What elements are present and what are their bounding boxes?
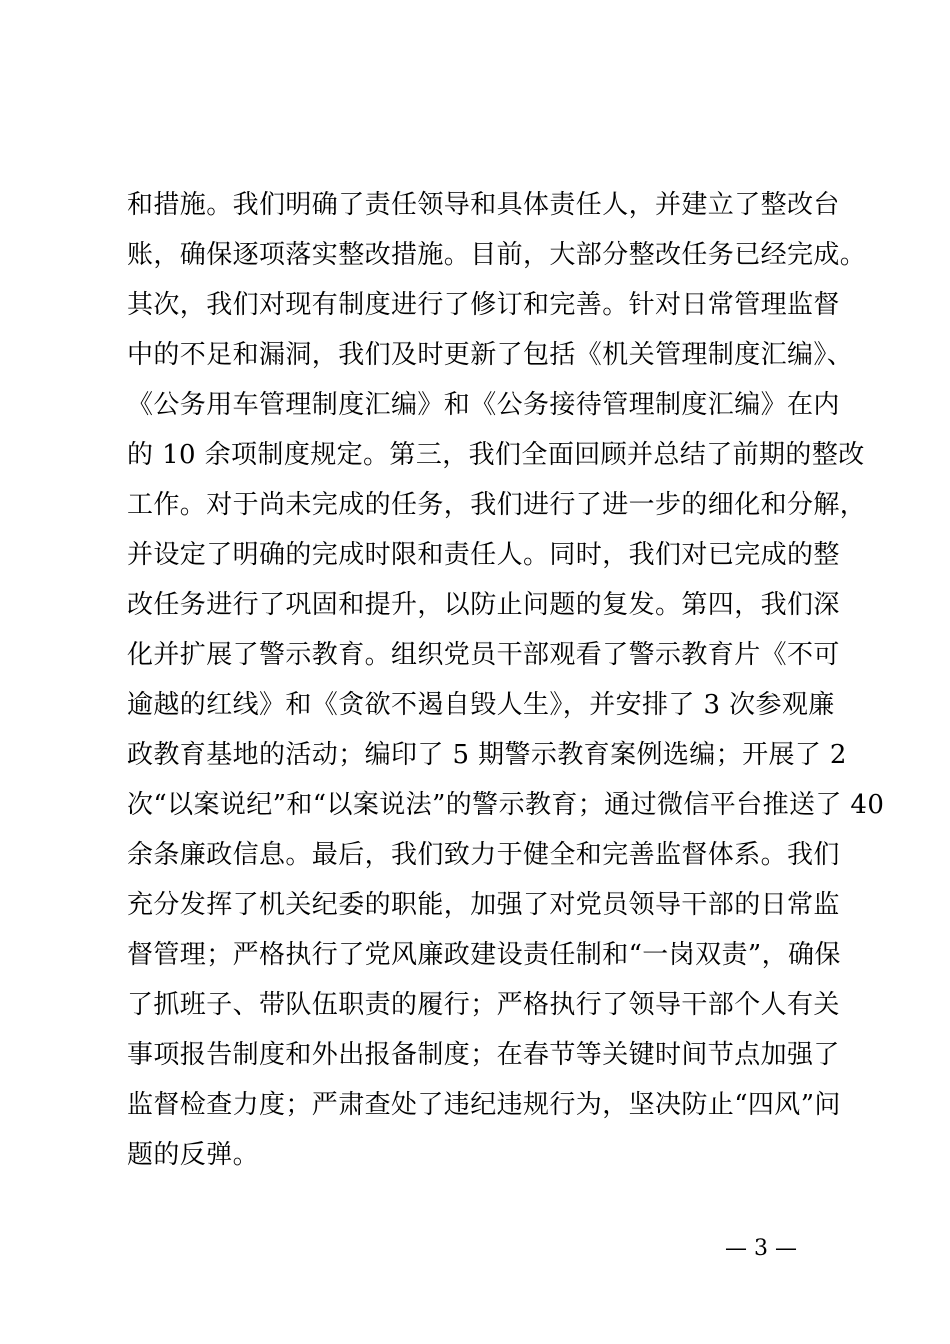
text-line-4: 中的不足和漏洞，我们及时更新了包括《机关管理制度汇编》、 [127, 340, 854, 370]
text-line-5: 《公务用车管理制度汇编》和《公务接待管理制度汇编》在内 [127, 390, 840, 420]
text-line-9: 改任务进行了巩固和提升，以防止问题的复发。第四，我们深 [127, 590, 840, 620]
text-line-2: 账，确保逐项落实整改措施。目前，大部分整改任务已经完成。 [127, 240, 867, 270]
text-line-12: 政教育基地的活动；编印了 5 期警示教育案例选编；开展了 2 [127, 740, 847, 770]
text-line-7: 工作。对于尚未完成的任务，我们进行了进一步的细化和分解， [127, 490, 867, 520]
text-line-14: 余条廉政信息。最后，我们致力于健全和完善监督体系。我们 [127, 840, 840, 870]
text-line-18: 事项报告制度和外出报备制度；在春节等关键时间节点加强了 [127, 1040, 840, 1070]
text-line-1: 和措施。我们明确了责任领导和具体责任人，并建立了整改台 [127, 190, 840, 220]
body-paragraph [127, 180, 885, 1180]
text-line-16: 督管理；严格执行了党风廉政建设责任制和“一岗双责”，确保 [127, 940, 841, 970]
text-line-11: 逾越的红线》和《贪欲不遏自毁人生》，并安排了 3 次参观廉 [127, 690, 835, 720]
text-line-20: 题的反弹。 [127, 1140, 260, 1170]
text-line-13: 次“以案说纪”和“以案说法”的警示教育；通过微信平台推送了 40 [127, 790, 885, 820]
text-line-3: 其次，我们对现有制度进行了修订和完善。针对日常管理监督 [127, 290, 840, 320]
text-line-19: 监督检查力度；严肃查处了违纪违规行为，坚决防止“四风”问 [127, 1090, 841, 1120]
text-line-8: 并设定了明确的完成时限和责任人。同时，我们对已完成的整 [127, 540, 840, 570]
text-line-17: 了抓班子、带队伍职责的履行；严格执行了领导干部个人有关 [127, 990, 840, 1020]
page-number: — 3 — [725, 1236, 797, 1261]
text-line-6: 的 10 余项制度规定。第三，我们全面回顾并总结了前期的整改 [127, 440, 865, 470]
text-line-10: 化并扩展了警示教育。组织党员干部观看了警示教育片《不可 [127, 640, 840, 670]
text-line-15: 充分发挥了机关纪委的职能，加强了对党员领导干部的日常监 [127, 890, 840, 920]
